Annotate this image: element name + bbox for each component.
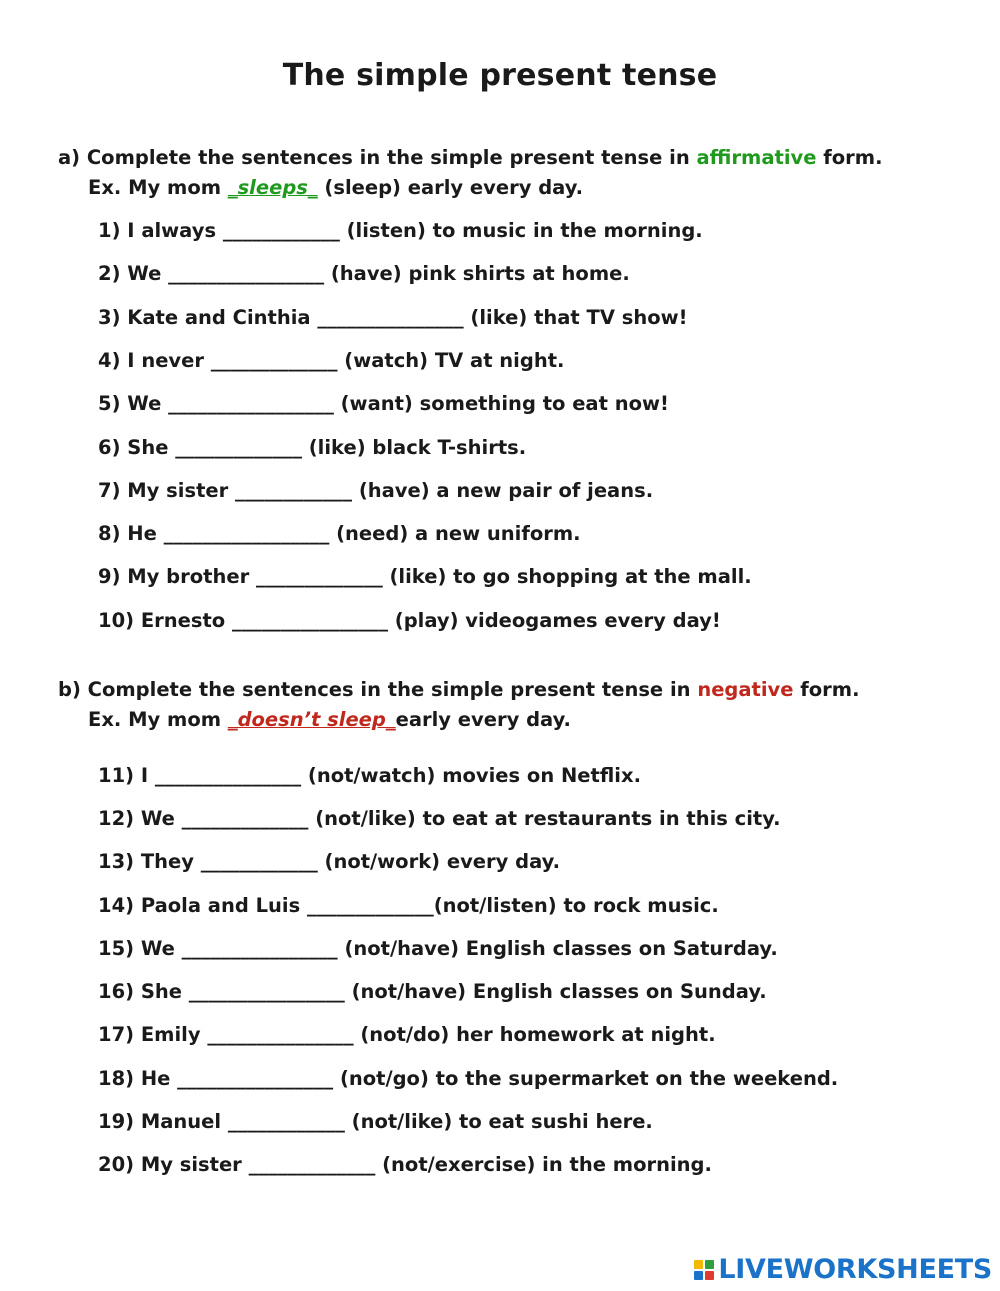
exercise-item[interactable]: 2) We ________________ (have) pink shirts at home. (98, 262, 630, 285)
logo-square (705, 1260, 714, 1269)
example-prefix: Ex. My mom (88, 708, 228, 731)
section-b-instruction-end: form. (793, 678, 860, 701)
section-b-example (88, 707, 571, 733)
section-b-instruction (58, 677, 860, 703)
liveworksheets-logo[interactable] (694, 1254, 992, 1285)
exercise-item[interactable]: 6) She _____________ (like) black T-shirts. (98, 436, 527, 459)
example-suffix: (sleep) early every day. (317, 176, 584, 199)
exercise-item[interactable]: 12) We _____________ (not/like) to eat at restaurants in this city. (98, 807, 781, 830)
section-b-instruction-text: b) Complete the sentences in the simple present tense in (58, 678, 698, 701)
exercise-item[interactable]: 10) Ernesto ________________ (play) videogames every day! (98, 609, 721, 632)
exercise-item[interactable]: 14) Paola and Luis _____________(not/listen) to rock music. (98, 894, 719, 917)
section-a-example (88, 175, 583, 201)
exercise-item[interactable]: 19) Manuel ____________ (not/like) to eat sushi here. (98, 1110, 653, 1133)
example-suffix: early every day. (395, 708, 571, 731)
example-prefix: Ex. My mom (88, 176, 228, 199)
section-a-instruction-text: a) Complete the sentences in the simple present tense in (58, 146, 697, 169)
example-answer: _doesn’t sleep_ (227, 708, 396, 731)
page-title: The simple present tense (282, 58, 718, 93)
logo-square (694, 1260, 703, 1269)
example-answer: _sleeps_ (227, 176, 318, 199)
exercise-item[interactable]: 5) We _________________ (want) something to eat now! (98, 392, 669, 415)
section-a-instruction-end: form. (816, 146, 883, 169)
exercise-item[interactable]: 9) My brother _____________ (like) to go shopping at the mall. (98, 565, 752, 588)
exercise-item[interactable]: 1) I always ____________ (listen) to music in the morning. (98, 219, 703, 242)
exercise-item[interactable]: 13) They ____________ (not/work) every day. (98, 850, 560, 873)
exercise-item[interactable]: 8) He _________________ (need) a new uniform. (98, 522, 581, 545)
exercise-item[interactable]: 16) She ________________ (not/have) English classes on Sunday. (98, 980, 767, 1003)
exercise-item[interactable]: 11) I _______________ (not/watch) movies on Netflix. (98, 764, 641, 787)
exercise-item[interactable]: 7) My sister ____________ (have) a new pair of jeans. (98, 479, 654, 502)
exercise-item[interactable]: 17) Emily _______________ (not/do) her homework at night. (98, 1023, 716, 1046)
section-a-instruction (58, 145, 882, 171)
exercise-item[interactable]: 4) I never _____________ (watch) TV at night. (98, 349, 565, 372)
exercise-item[interactable]: 18) He ________________ (not/go) to the supermarket on the weekend. (98, 1067, 839, 1090)
exercise-item[interactable]: 3) Kate and Cinthia _______________ (like) that TV show! (98, 306, 688, 329)
negative-keyword: negative (697, 678, 794, 701)
logo-text: LIVEWORKSHEETS (718, 1254, 992, 1285)
logo-square (705, 1271, 714, 1280)
logo-mark-icon (694, 1260, 714, 1280)
exercise-item[interactable]: 20) My sister _____________ (not/exercise) in the morning. (98, 1153, 712, 1176)
affirmative-keyword: affirmative (696, 146, 817, 169)
logo-square (694, 1271, 703, 1280)
exercise-item[interactable]: 15) We ________________ (not/have) English classes on Saturday. (98, 937, 778, 960)
